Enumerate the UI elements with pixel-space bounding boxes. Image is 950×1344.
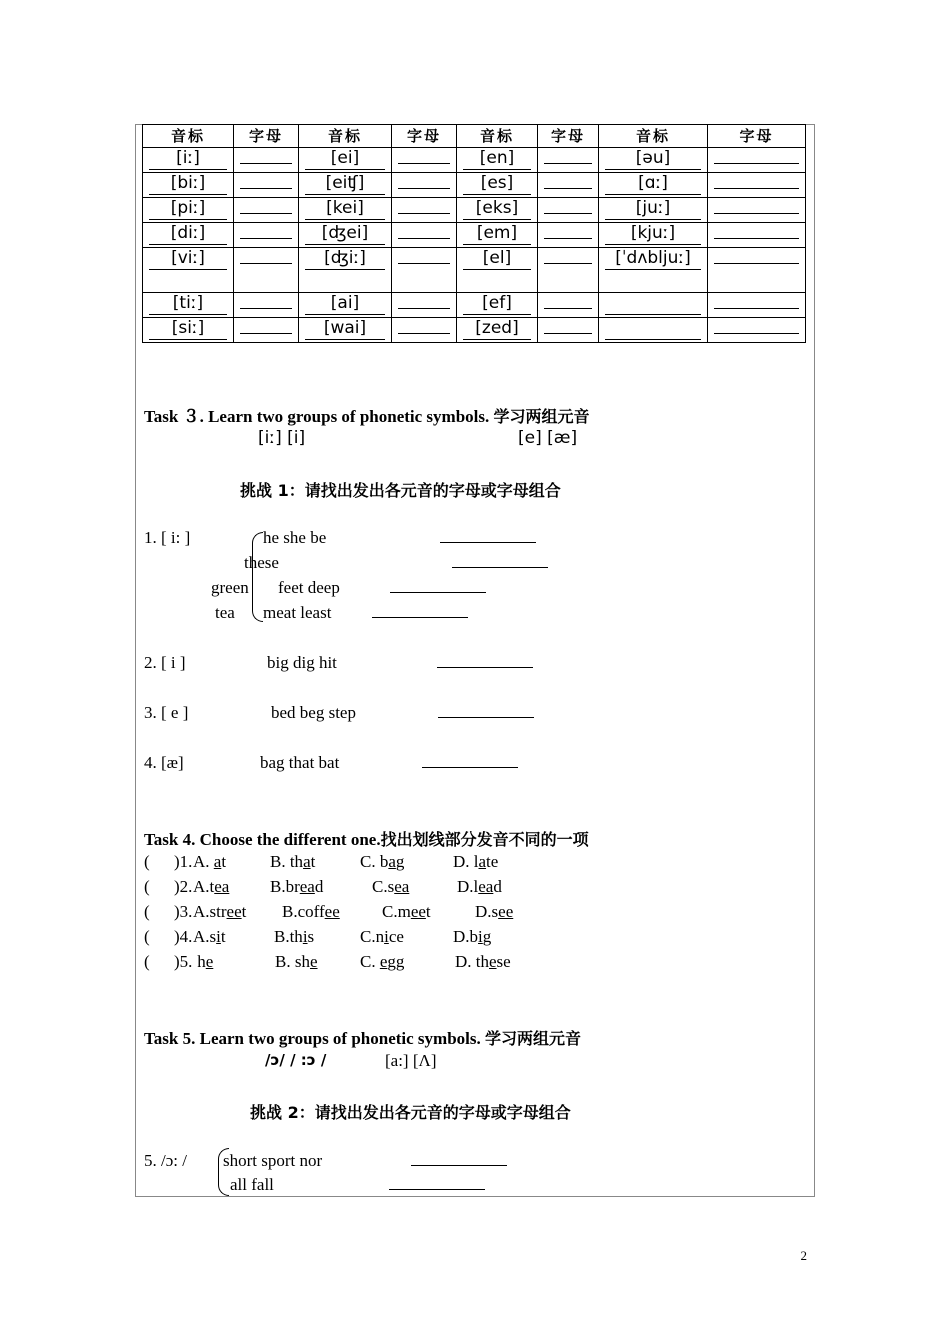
table-row [143, 223, 806, 248]
option-text: A.t [193, 877, 215, 896]
q1-row1: he she be [263, 528, 327, 547]
letter-blank-cell[interactable] [538, 173, 599, 198]
option-text: t [220, 927, 226, 946]
q3-words: bed beg step [271, 703, 356, 722]
letter-blank-cell[interactable] [234, 198, 299, 223]
symbol-cell [457, 198, 538, 223]
phonetic-symbol: [zed] [463, 318, 531, 340]
phonetic-symbol: [biː] [149, 173, 227, 195]
underlined-part: i [216, 927, 221, 946]
letter-blank[interactable] [398, 308, 450, 309]
letter-blank[interactable] [714, 188, 799, 189]
option-text: B.th [274, 927, 303, 946]
item-number: )5. [174, 952, 193, 971]
letter-blank-cell[interactable] [392, 248, 457, 293]
option-text: B.br [270, 877, 300, 896]
task4-title: Task 4. Choose the different one. [144, 830, 381, 849]
phonetic-symbol: [wai] [305, 318, 385, 340]
task4-title-cn: 找出划线部分发音不同的一项 [380, 830, 589, 849]
table-row [143, 173, 806, 198]
option-c [372, 877, 409, 897]
option-text: t [310, 852, 316, 871]
letter-blank[interactable] [240, 263, 292, 264]
page-number: 2 [800, 1248, 807, 1263]
option-text: h [193, 952, 206, 971]
option-text: A.s [193, 927, 217, 946]
letter-blank-cell[interactable] [708, 248, 806, 293]
symbol-cell [599, 318, 708, 343]
option-text: gg [387, 952, 405, 971]
symbol-cell [299, 318, 392, 343]
letter-blank[interactable] [240, 308, 292, 309]
option-text: B. th [270, 852, 304, 871]
option-text: D.s [475, 902, 499, 921]
task5-title-cn: 学习两组元音 [485, 1029, 582, 1048]
option-c [360, 852, 404, 872]
underlined-part: a [213, 852, 222, 871]
answer-line [438, 703, 534, 723]
phonetic-symbol: [ai] [305, 293, 385, 315]
option-text: t [221, 852, 227, 871]
q5-label: 5. /ɔ: / [144, 1151, 187, 1170]
symbol-cell [599, 223, 708, 248]
task5-symbols-1: /ɔ/ / :ɔ / [265, 1051, 327, 1069]
item-number: )3. [174, 902, 193, 921]
symbol-cell [143, 223, 234, 248]
underlined-part: a [388, 852, 396, 871]
symbol-cell [299, 248, 392, 293]
letter-blank[interactable] [714, 308, 799, 309]
symbol-cell [299, 223, 392, 248]
letter-blank[interactable] [544, 238, 592, 239]
option-text: d [314, 877, 324, 896]
letter-blank-cell[interactable] [392, 318, 457, 343]
option-text: d [493, 877, 502, 896]
phonetic-symbol [605, 293, 701, 315]
answer-paren[interactable]: ( [144, 877, 150, 896]
option-text: C.s [372, 877, 395, 896]
q4-label: 4. [æ] [144, 753, 184, 772]
task5-heading [144, 1026, 581, 1049]
symbol-cell [143, 173, 234, 198]
option-text: D.b [453, 927, 479, 946]
letter-blank[interactable] [398, 188, 450, 189]
underlined-part: ee [324, 902, 340, 921]
phonetic-symbol: [kei] [305, 198, 385, 220]
answer-line [422, 753, 518, 773]
header-cell: 音标 [599, 125, 708, 148]
answer-line [452, 553, 548, 573]
answer-paren[interactable]: ( [144, 902, 150, 921]
symbol-cell [457, 173, 538, 198]
underlined-part: i [302, 927, 308, 946]
underlined-part: ee [226, 902, 242, 921]
option-b [275, 952, 318, 972]
answer-line [390, 578, 486, 598]
phonetic-symbol: [em] [463, 223, 531, 245]
option-text: D.l [457, 877, 479, 896]
q2-words: big dig hit [267, 653, 337, 672]
symbol-cell [599, 293, 708, 318]
letter-blank-cell[interactable] [708, 148, 806, 173]
underlined-part: e [205, 952, 214, 971]
phonetic-symbol: [diː] [149, 223, 227, 245]
symbol-cell [143, 198, 234, 223]
task3-symbols-left: [iː] [i] [258, 428, 306, 448]
letter-blank[interactable] [240, 213, 292, 214]
phonetic-table [142, 124, 806, 343]
option-d [453, 852, 498, 872]
phonetic-symbol: [piː] [149, 198, 227, 220]
option-d [453, 927, 491, 947]
option-text: se [496, 952, 511, 971]
option-text: g [395, 852, 405, 871]
letter-blank[interactable] [240, 333, 292, 334]
q1-row3a: green [211, 578, 249, 597]
phonetic-symbol: [ˈdʌbljuː] [605, 248, 701, 270]
task3-symbols-right: [e] [æ] [518, 428, 578, 448]
q1-label: 1. [ i: ] [144, 528, 191, 547]
phonetic-symbol: [kjuː] [605, 223, 701, 245]
q2-label: 2. [ i ] [144, 653, 186, 672]
letter-blank[interactable] [544, 213, 592, 214]
phonetic-symbol: [eiʧ] [305, 173, 385, 195]
symbol-cell [299, 148, 392, 173]
phonetic-symbol: [tiː] [149, 293, 227, 315]
underlined-part: ea [478, 877, 494, 896]
option-b [270, 852, 315, 872]
answer-paren[interactable]: ( [144, 852, 150, 871]
brace-icon [252, 532, 263, 622]
letter-blank[interactable] [714, 213, 799, 214]
option-text: t [241, 902, 247, 921]
letter-blank-cell[interactable] [234, 293, 299, 318]
phonetic-symbol: [ʤiː] [305, 248, 385, 270]
answer-line [411, 1151, 507, 1171]
option-text: te [486, 852, 499, 871]
letter-blank[interactable] [544, 163, 592, 164]
task4-heading [144, 827, 589, 850]
underlined-part: ee [410, 902, 426, 921]
underlined-part: ea [394, 877, 410, 896]
table-row [143, 318, 806, 343]
challenge-2: 挑战 2：请找出发出各元音的字母或字母组合 [250, 1103, 571, 1122]
letter-blank-cell[interactable] [234, 318, 299, 343]
letter-blank[interactable] [398, 333, 450, 334]
underlined-part: e [309, 952, 318, 971]
phonetic-symbol: [viː] [149, 248, 227, 270]
letter-blank-cell[interactable] [538, 248, 599, 293]
option-text: C.m [382, 902, 411, 921]
item-number: )2. [174, 877, 193, 896]
option-text: A.str [193, 902, 227, 921]
header-cell: 音标 [143, 125, 234, 148]
letter-blank[interactable] [398, 263, 450, 264]
letter-blank-cell[interactable] [708, 318, 806, 343]
option-a [193, 902, 246, 922]
option-a [193, 927, 226, 947]
letter-blank-cell[interactable] [234, 223, 299, 248]
letter-blank-cell[interactable] [538, 198, 599, 223]
option-b [282, 902, 340, 922]
item-number: )1. [174, 852, 193, 871]
letter-blank[interactable] [240, 188, 292, 189]
answer-paren[interactable]: ( [144, 927, 150, 946]
symbol-cell [599, 173, 708, 198]
phonetic-symbol: [iː] [149, 148, 227, 170]
symbol-cell [457, 293, 538, 318]
option-a [193, 952, 213, 972]
symbol-cell [599, 248, 708, 293]
option-text: B.coff [282, 902, 325, 921]
letter-blank-cell[interactable] [538, 293, 599, 318]
underlined-part: e [379, 952, 388, 971]
symbol-cell [143, 248, 234, 293]
letter-blank[interactable] [240, 163, 292, 164]
symbol-cell [299, 198, 392, 223]
task3-heading [144, 402, 590, 427]
symbol-cell [299, 293, 392, 318]
letter-blank-cell[interactable] [538, 148, 599, 173]
table-row [143, 293, 806, 318]
letter-blank[interactable] [544, 333, 592, 334]
option-text: C. [360, 952, 380, 971]
letter-blank-cell[interactable] [234, 148, 299, 173]
table-body [143, 148, 806, 343]
underlined-part: i [478, 927, 483, 946]
letter-blank-cell[interactable] [234, 173, 299, 198]
task3-title-cn: 学习两组元音 [493, 407, 590, 426]
challenge-1: 挑战 1：请找出发出各元音的字母或字母组合 [240, 481, 561, 500]
letter-blank[interactable] [714, 333, 799, 334]
letter-blank[interactable] [544, 188, 592, 189]
symbol-cell [143, 293, 234, 318]
option-c [360, 952, 404, 972]
q1-row3b: feet deep [278, 578, 340, 597]
option-b [274, 927, 314, 947]
phonetic-symbol: [ef] [463, 293, 531, 315]
letter-blank-cell[interactable] [708, 198, 806, 223]
underlined-part: i [384, 927, 389, 946]
letter-blank[interactable] [398, 238, 450, 239]
symbol-cell [143, 148, 234, 173]
q1-row4a: tea [215, 603, 235, 622]
underlined-part: ea [214, 877, 230, 896]
option-d [455, 952, 511, 972]
q1-row2: these [244, 553, 279, 572]
symbol-cell [457, 223, 538, 248]
header-cell: 字母 [234, 125, 299, 148]
table-row [143, 148, 806, 173]
header-cell: 字母 [538, 125, 599, 148]
letter-blank-cell[interactable] [708, 223, 806, 248]
answer-line [389, 1175, 485, 1195]
option-c [382, 902, 431, 922]
item-number: )4. [174, 927, 193, 946]
phonetic-symbol: [ɑː] [605, 173, 701, 195]
letter-blank-cell[interactable] [392, 148, 457, 173]
letter-blank-cell[interactable] [392, 198, 457, 223]
table-row [143, 248, 806, 293]
underlined-part: a [303, 852, 311, 871]
option-a [193, 852, 226, 872]
letter-blank-cell[interactable] [234, 248, 299, 293]
option-text: C. b [360, 852, 389, 871]
letter-blank-cell[interactable] [392, 293, 457, 318]
q1-row4b: meat least [263, 603, 332, 622]
symbol-cell [599, 148, 708, 173]
symbol-cell [457, 148, 538, 173]
letter-blank-cell[interactable] [538, 318, 599, 343]
underlined-part: ee [498, 902, 514, 921]
letter-blank[interactable] [714, 263, 799, 264]
option-text: ce [388, 927, 404, 946]
header-cell: 音标 [457, 125, 538, 148]
letter-blank[interactable] [714, 163, 799, 164]
answer-line [372, 603, 468, 623]
option-a [193, 877, 229, 897]
phonetic-symbol: [əu] [605, 148, 701, 170]
q5-row2: all fall [230, 1175, 274, 1194]
symbol-cell [299, 173, 392, 198]
phonetic-symbol: [el] [463, 248, 531, 270]
task5-symbols-2: [a:] [Λ] [385, 1051, 437, 1070]
task5-title: Task 5. Learn two groups of phonetic symbols. [144, 1029, 481, 1048]
letter-blank[interactable] [240, 238, 292, 239]
letter-blank[interactable] [398, 163, 450, 164]
q3-label: 3. [ e ] [144, 703, 189, 722]
symbol-cell [143, 318, 234, 343]
phonetic-symbol: [es] [463, 173, 531, 195]
letter-blank-cell[interactable] [538, 223, 599, 248]
answer-line [440, 528, 536, 548]
task3-title: Task ３. Learn two groups of phonetic symbols. [144, 407, 490, 426]
option-text: B. sh [275, 952, 310, 971]
option-text: A. [193, 852, 214, 871]
phonetic-symbol [605, 318, 701, 340]
phonetic-symbol: [juː] [605, 198, 701, 220]
symbol-cell [457, 248, 538, 293]
phonetic-symbol: [ei] [305, 148, 385, 170]
answer-line [437, 653, 533, 673]
phonetic-symbol: [siː] [149, 318, 227, 340]
symbol-cell [599, 198, 708, 223]
answer-paren[interactable]: ( [144, 952, 150, 971]
letter-blank[interactable] [398, 213, 450, 214]
option-b [270, 877, 323, 897]
letter-blank[interactable] [714, 238, 799, 239]
option-text: t [425, 902, 431, 921]
letter-blank-cell[interactable] [708, 293, 806, 318]
option-text: D. l [453, 852, 479, 871]
underlined-part: ea [299, 877, 315, 896]
underlined-part: e [489, 952, 497, 971]
letter-blank[interactable] [544, 308, 592, 309]
option-text: C.n [360, 927, 385, 946]
header-cell: 字母 [708, 125, 806, 148]
header-cell: 音标 [299, 125, 392, 148]
underlined-part: a [478, 852, 487, 871]
option-c [360, 927, 404, 947]
q4-words: bag that bat [260, 753, 340, 772]
table-row [143, 198, 806, 223]
option-text: g [482, 927, 492, 946]
table-header-row [143, 125, 806, 148]
letter-blank[interactable] [544, 263, 592, 264]
symbol-cell [457, 318, 538, 343]
phonetic-symbol: [en] [463, 148, 531, 170]
letter-blank-cell[interactable] [392, 173, 457, 198]
phonetic-symbol: [eks] [463, 198, 531, 220]
option-d [475, 902, 513, 922]
header-cell: 字母 [392, 125, 457, 148]
option-d [457, 877, 502, 897]
letter-blank-cell[interactable] [392, 223, 457, 248]
letter-blank-cell[interactable] [708, 173, 806, 198]
option-text: D. th [455, 952, 489, 971]
option-text: s [307, 927, 315, 946]
q5-row1: short sport nor [223, 1151, 323, 1170]
phonetic-symbol: [ʤei] [305, 223, 385, 245]
